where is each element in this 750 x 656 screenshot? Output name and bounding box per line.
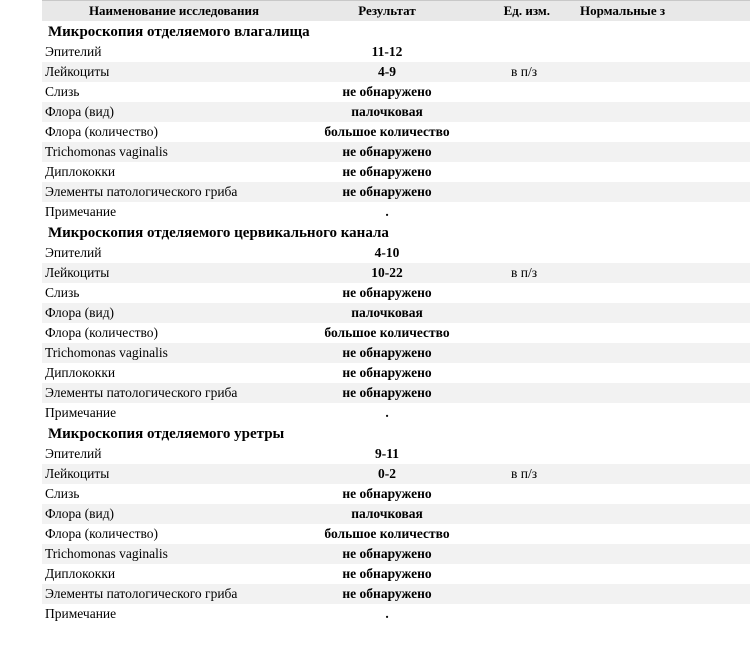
row-result: не обнаружено — [342, 365, 432, 380]
row-unit — [468, 323, 580, 343]
row-name: Флора (количество) — [45, 124, 159, 139]
section — [42, 21, 750, 222]
sections-container — [42, 21, 750, 624]
row-name: Слизь — [45, 486, 80, 501]
row-unit: в п/з — [510, 64, 538, 79]
row-result: не обнаружено — [342, 586, 432, 601]
row-unit — [468, 182, 580, 202]
row-unit — [468, 122, 580, 142]
table-header — [42, 0, 750, 21]
row-unit — [468, 564, 580, 584]
row-unit — [468, 444, 580, 464]
row-name: Trichomonas vaginalis — [45, 546, 168, 561]
row-name: Лейкоциты — [45, 64, 110, 79]
row-norm — [580, 243, 750, 263]
table-row — [42, 524, 750, 544]
row-unit — [468, 544, 580, 564]
row-result: 11-12 — [371, 44, 403, 59]
row-result: палочковая — [351, 104, 423, 119]
row-result: не обнаружено — [342, 345, 432, 360]
table-row — [42, 323, 750, 343]
row-norm — [580, 182, 750, 202]
row-result: не обнаружено — [342, 144, 432, 159]
row-name: Примечание — [45, 204, 117, 219]
row-unit — [468, 162, 580, 182]
row-norm — [580, 564, 750, 584]
row-name: Флора (вид) — [45, 506, 115, 521]
row-unit — [468, 102, 580, 122]
row-result: палочковая — [351, 305, 423, 320]
table-row — [42, 363, 750, 383]
row-norm — [580, 303, 750, 323]
section-rows — [42, 243, 750, 423]
row-unit — [468, 584, 580, 604]
header-name: Наименование исследования — [88, 3, 260, 18]
row-result: не обнаружено — [342, 285, 432, 300]
row-norm — [580, 263, 750, 283]
table-row — [42, 544, 750, 564]
row-norm — [580, 122, 750, 142]
row-norm — [580, 444, 750, 464]
table-row — [42, 82, 750, 102]
table-row — [42, 102, 750, 122]
row-norm — [580, 82, 750, 102]
row-norm — [580, 283, 750, 303]
row-norm — [580, 343, 750, 363]
row-result: . — [385, 405, 389, 420]
row-name: Эпителий — [45, 446, 102, 461]
section — [42, 423, 750, 624]
table-row — [42, 464, 750, 484]
row-norm — [580, 202, 750, 222]
row-unit: в п/з — [510, 466, 538, 481]
table-row — [42, 604, 750, 624]
table-row — [42, 444, 750, 464]
row-norm — [580, 403, 750, 423]
row-result: 4-9 — [378, 64, 396, 79]
row-unit — [468, 42, 580, 62]
row-result: . — [385, 204, 389, 219]
row-name: Trichomonas vaginalis — [45, 345, 168, 360]
table-row — [42, 182, 750, 202]
row-name: Trichomonas vaginalis — [45, 144, 168, 159]
row-name: Диплококки — [45, 365, 116, 380]
section-title: Микроскопия отделяемого влагалища — [48, 24, 310, 40]
row-name: Элементы патологического гриба — [45, 184, 238, 199]
table-row — [42, 403, 750, 423]
table-row — [42, 122, 750, 142]
row-norm — [580, 604, 750, 624]
section-rows — [42, 444, 750, 624]
row-unit — [468, 142, 580, 162]
row-result: не обнаружено — [342, 385, 432, 400]
row-norm — [580, 102, 750, 122]
row-unit — [468, 363, 580, 383]
row-name: Флора (количество) — [45, 526, 159, 541]
row-name: Слизь — [45, 84, 80, 99]
row-norm — [580, 323, 750, 343]
row-result: 10-22 — [371, 265, 403, 280]
row-norm — [580, 142, 750, 162]
table-row — [42, 283, 750, 303]
header-result: Результат — [358, 3, 416, 18]
row-unit — [468, 484, 580, 504]
table-row — [42, 202, 750, 222]
row-result: палочковая — [351, 506, 423, 521]
row-norm — [580, 544, 750, 564]
table-row — [42, 504, 750, 524]
row-name: Примечание — [45, 405, 117, 420]
row-result: не обнаружено — [342, 546, 432, 561]
row-name: Диплококки — [45, 566, 116, 581]
row-norm — [580, 162, 750, 182]
row-result: не обнаружено — [342, 184, 432, 199]
row-name: Лейкоциты — [45, 265, 110, 280]
row-name: Лейкоциты — [45, 466, 110, 481]
row-norm — [580, 584, 750, 604]
section-title: Микроскопия отделяемого цервикального канала — [48, 225, 389, 241]
table-row — [42, 584, 750, 604]
row-norm — [580, 504, 750, 524]
row-unit: в п/з — [510, 265, 538, 280]
row-name: Флора (вид) — [45, 305, 115, 320]
section-rows — [42, 42, 750, 222]
section — [42, 222, 750, 423]
row-result: большое количество — [324, 124, 450, 139]
row-result: . — [385, 606, 389, 621]
row-norm — [580, 363, 750, 383]
row-unit — [468, 524, 580, 544]
row-result: не обнаружено — [342, 84, 432, 99]
row-name: Примечание — [45, 606, 117, 621]
table-row — [42, 263, 750, 283]
table-row — [42, 564, 750, 584]
row-name: Элементы патологического гриба — [45, 586, 238, 601]
table-row — [42, 303, 750, 323]
row-name: Эпителий — [45, 245, 102, 260]
section-title: Микроскопия отделяемого уретры — [48, 426, 285, 442]
row-unit — [468, 383, 580, 403]
row-name: Диплококки — [45, 164, 116, 179]
row-result: не обнаружено — [342, 486, 432, 501]
row-unit — [468, 202, 580, 222]
table-row — [42, 383, 750, 403]
row-norm — [580, 383, 750, 403]
row-result: 9-11 — [374, 446, 399, 461]
row-unit — [468, 82, 580, 102]
table-row — [42, 62, 750, 82]
table-row — [42, 142, 750, 162]
results-table — [42, 0, 750, 624]
row-result: не обнаружено — [342, 566, 432, 581]
row-norm — [580, 524, 750, 544]
row-unit — [468, 243, 580, 263]
row-norm — [580, 464, 750, 484]
row-result: большое количество — [324, 526, 450, 541]
row-unit — [468, 604, 580, 624]
row-norm — [580, 62, 750, 82]
table-row — [42, 162, 750, 182]
row-result: большое количество — [324, 325, 450, 340]
row-name: Эпителий — [45, 44, 102, 59]
row-result: не обнаружено — [342, 164, 432, 179]
table-row — [42, 42, 750, 62]
table-row — [42, 243, 750, 263]
row-name: Флора (количество) — [45, 325, 159, 340]
header-norm: Нормальные з — [580, 3, 666, 18]
row-name: Элементы патологического гриба — [45, 385, 238, 400]
row-name: Слизь — [45, 285, 80, 300]
row-unit — [468, 283, 580, 303]
row-result: 4-10 — [374, 245, 400, 260]
row-unit — [468, 504, 580, 524]
row-name: Флора (вид) — [45, 104, 115, 119]
row-result: 0-2 — [378, 466, 396, 481]
table-row — [42, 343, 750, 363]
row-unit — [468, 343, 580, 363]
row-unit — [468, 303, 580, 323]
row-norm — [580, 42, 750, 62]
row-norm — [580, 484, 750, 504]
table-row — [42, 484, 750, 504]
header-unit: Ед. изм. — [503, 3, 550, 18]
row-unit — [468, 403, 580, 423]
